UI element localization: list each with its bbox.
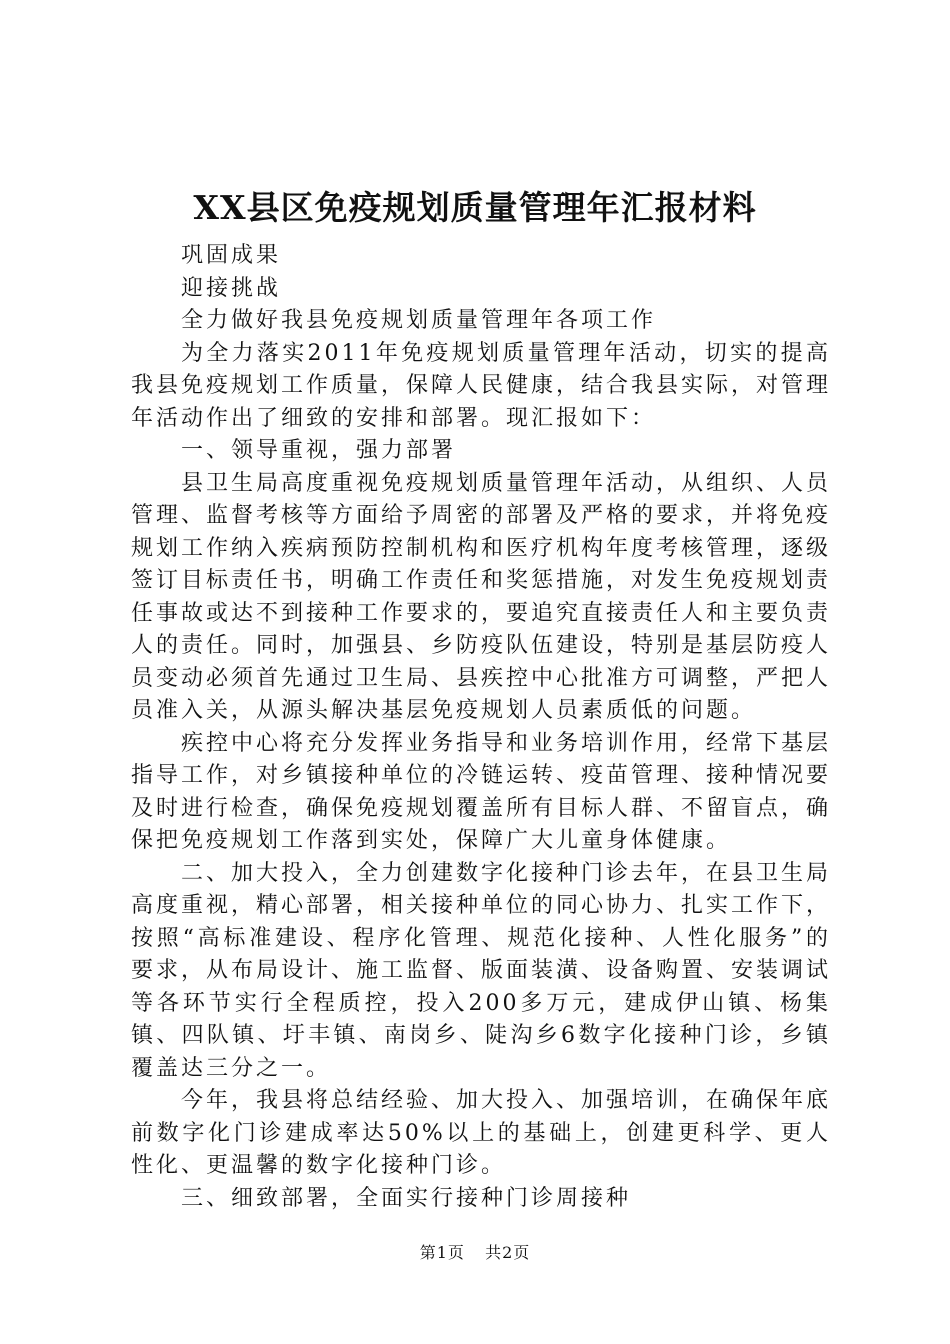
subheading-challenge: 迎接挑战 <box>181 275 282 301</box>
subheading-work: 全力做好我县免疫规划质量管理年各项工作 <box>181 308 657 333</box>
section-heading-1: 一、领导重视，强力部署 <box>181 438 457 463</box>
document-body <box>131 210 831 1215</box>
paragraph-this-year: 今年，我县将总结经验、加大投入、加强培训，在确保年底前数字化门诊建成率达50%以上的基础上，创建更科学、更人性化、更温馨的数字化接种门诊。 <box>131 1088 832 1178</box>
document-title: XX县区免疫规划质量管理年汇报材料 <box>193 188 757 227</box>
paragraph-leadership: 县卫生局高度重视免疫规划质量管理年活动，从组织、人员管理、监督考核等方面给予周密的部署及严格的要求，并将免疫规划工作纳入疾病预防控制机构和医疗机构年度考核管理，逐级签订目标责任书，明确工作责任和奖惩措施，对发生免疫规划责任事故或达不到接种工作要求的，要追究直接责任人和主要负责人的责任。同时，加强县、乡防疫队伍建设，特别是基层防疫人员变动必须首先通过卫生局、县疾控中心批准方可调整，严把人员准入关，从源头解决基层免疫规划人员素质低的问题。 <box>131 470 832 723</box>
section-heading-3: 三、细致部署，全面实行接种门诊周接种 <box>181 1185 632 1211</box>
subheading-consolidate: 巩固成果 <box>181 243 282 268</box>
page-total: 共2页 <box>485 1243 531 1262</box>
section-heading-2: 二、加大投入，全力创建数字化接种门诊去年，在县卫生局高度重视，精心部署，相关接种单位的同心协力、扎实工作下，按照“高标准建设、程序化管理、规范化接种、人性化服务”的要求，从布局设计、施工监督、版面装潢、设备购置、安装调试等各环节实行全程质控，投入200多万元，建成伊山镇、杨集镇、四队镇、圩丰镇、南岗乡、陡沟乡6数字化接种门诊，乡镇覆盖达三分之一。 <box>131 860 832 1081</box>
page-number: 第1页 <box>419 1243 465 1262</box>
page-footer <box>0 1243 950 1263</box>
paragraph-cdc: 疾控中心将充分发挥业务指导和业务培训作用，经常下基层指导工作，对乡镇接种单位的冷链运转、疫苗管理、接种情况要及时进行检查，确保免疫规划覆盖所有目标人群、不留盲点，确保把免疫规划工作落到实处，保障广大儿童身体健康。 <box>131 730 832 853</box>
paragraph-intro: 为全力落实2011年免疫规划质量管理年活动，切实的提高我县免疫规划工作质量，保障人民健康，结合我县实际，对管理年活动作出了细致的安排和部署。现汇报如下： <box>131 340 832 431</box>
